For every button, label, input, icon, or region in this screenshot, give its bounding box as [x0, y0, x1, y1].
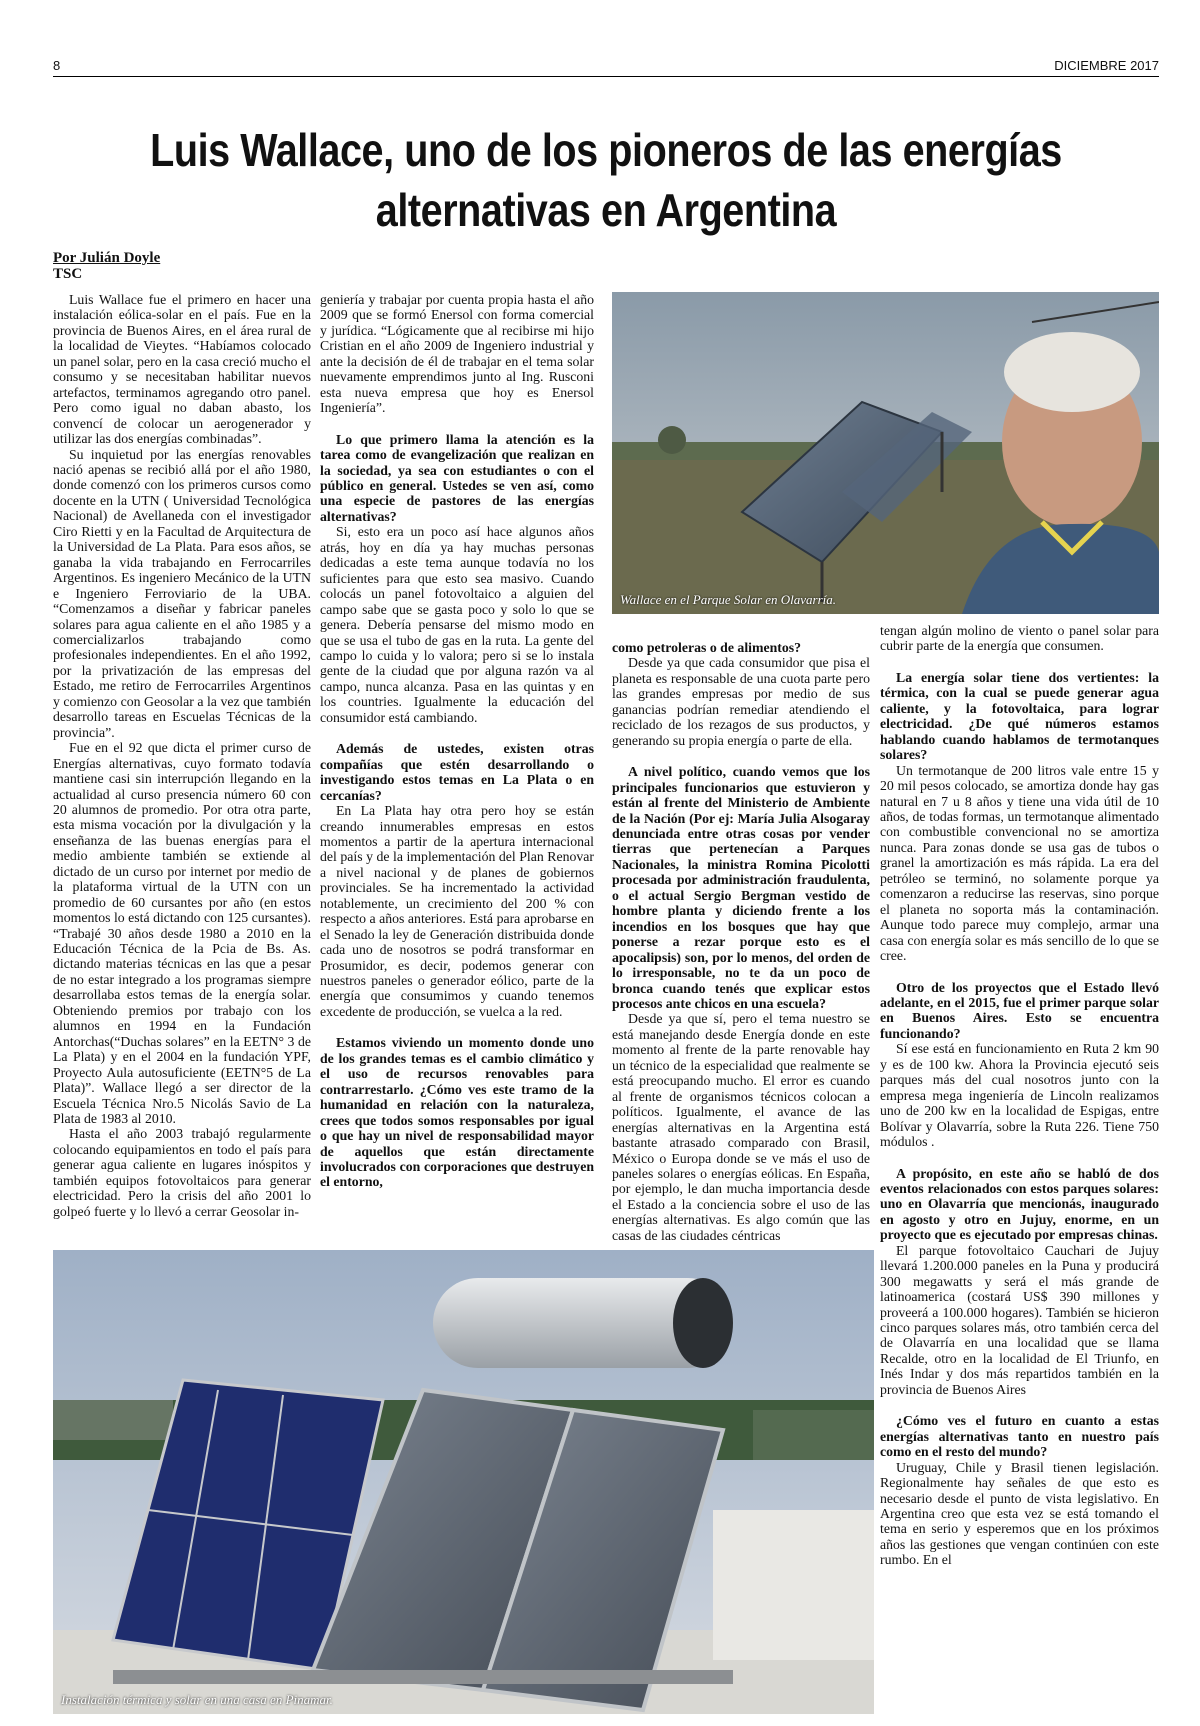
page-number: 8 [53, 58, 61, 73]
interview-question: Además de ustedes, existen otras compañías que estén desarrollando o investigando estos temas en La Plata o en cercanías? [320, 741, 594, 803]
paragraph: Desde ya que sí, pero el tema nuestro se está manejando desde Energía donde en este momento al frente de la parte renovable hay un técnico de la especialidad que realmente se está preocupando mucho. El error es cuando al frente de organismos técnicos colocan a políticos. Igualmente, el avance de las energías alternativas en la Argentina está bastante atrasado comparado con Brasil, México o Europa donde se ve más el uso de paneles solares o energías eólicas. En España, por ejemplo, le dan mucha importancia desde el Estado a la conciencia sobre el uso de las energías alternativas. Es algo común que las casas de las ciudades céntricas [612, 1011, 870, 1243]
paragraph: Su inquietud por las energías renovables nació apenas se recibió allá por el año 1980, donde comenzó con los primeros cursos como docente en la UTN ( Universidad Tecnológica Nacional) de Avellaneda con el investigador Ciro Rietti y en la Facultad de Arquitectura de la Universidad de La Plata. Para esos años, se ganaba la vida trabajando en Ferrocarriles Argentinos. Es ingeniero Mecánico de la UTN e Ingeniero Ferroviario de la UBA. “Comenzamos a diseñar y fabricar paneles solares para agua caliente en el año 1985 y a comercializarlos trabajando como profesionales independientes. En el año 1992, por la privatización de las empresas del Estado, me retiro de Ferrocarriles Argentinos y comienzo con Geosolar a la vez que también desarrollo tareas en Escuelas Técnicas de la provincia”. [53, 446, 311, 740]
interview-question: Lo que primero llama la atención es la tarea como de evangelización que realizan en la sociedad, ya sea con estudiantes o con el público en general. Ustedes se ven así, como una especie de pastores de las energías alternativas? [320, 431, 594, 524]
byline-org: TSC [53, 266, 83, 282]
article-column-4 [880, 623, 1159, 1723]
title-line-2: alternativas en Argentina [375, 184, 837, 236]
paragraph: El parque fotovoltaico Cauchari de Jujuy llevará 1.200.000 paneles en la Puna y producirá 300 megawatts y será el más grande de latinoamerica (costará US$ 390 millones y proveerá a 100.000 hogares). También se hicieron cinco parques solares más, otro también cerca del de Olavarría en una localidad que se llama Recalde, otro en la localidad de El Triunfo, en Inés Indar y dos más repartidos también en la provincia de Buenos Aires [880, 1242, 1159, 1397]
interview-question: Otro de los proyectos que el Estado llevó adelante, en el 2015, fue el primer parque solar en Buenos Aires. Esto se encuentra funcionando? [880, 979, 1159, 1041]
title-line-1: Luis Wallace, uno de los pioneros de las energías [150, 124, 1062, 176]
paragraph: tengan algún molino de viento o panel solar para cubrir parte de la energía que consumen. [880, 623, 1159, 654]
photo-caption: Wallace en el Parque Solar en Olavarría. [620, 592, 837, 607]
paragraph: Si, esto era un poco así hace algunos años atrás, hoy en día ya hay muchas personas dedicadas a este tema aunque todavía no los suficientes para que esto sea masivo. Cuando colocás un panel fotovoltaico a alguien del campo sabe que se gasta poco y solo lo que se genera. Debería pensarse del mismo modo en que se usa el tubo de gas en la ruta. La gente del campo lo cuida y lo valora; pero si se lo instala gente de la ciudad que por alguna razón va al campo, nunca alcanza. Pasa en las quintas y en los countries. Igualmente la educación del consumidor está cambiando. [320, 524, 594, 725]
interview-question: como petroleras o de alimentos? [612, 640, 802, 655]
paragraph: Fue en el 92 que dicta el primer curso de Energías alternativas, cuyo formato todavía mantiene casi sin interrupción llegando en la actualidad al curso presencia número 60 con 20 alumnos de promedio. Por otra otra parte, esta misma vocación por la divulgación y la enseñanza de las buenas energías para el medio ambiente también se extiende al dictado de un curso por internet por medio de la plataforma virtual de la UTN con un promedio de 60 cursantes por año (en estos momentos lo está dictando con 125 cursantes). “Trabajé 30 años desde 1980 a 2010 en la Educación Técnica de la Pcia de Bs. As. dictando materias técnicas en las que a pesar de no estar integrado a los programas siempre desarrollaba estos temas de la energía solar. Obteniendo premios por trabajo con los alumnos en 1994 en la Fundación Antorchas(“Duchas solares” en la EETN° 3 de La Plata) y en el 2004 en la fundación YPF, Proyecto Aula autosuficiente (EETN°5 de La Plata)”. Wallace llegó a ser director de la Escuela Técnica Nro.5 Nicolás Savio de La Plata de 1983 al 2010. [53, 740, 311, 1127]
paragraph: geniería y trabajar por cuenta propia hasta el año 2009 que se formó Enersol con forma comercial y jurídica. “Lógicamente que al recibirse mi hijo Cristian en el año 2009 de Ingeniero industrial y ante la decisión de él de trabajar en el tema solar nuevamente emprendimos junto al Ing. Rusconi esta nueva empresa que hoy es Enersol Ingeniería”. [320, 292, 594, 416]
interview-question: La energía solar tiene dos vertientes: la térmica, con la cual se puede generar agua caliente, y la fotovoltaica, para lograr electricidad. ¿De qué números estamos hablando cuando hablamos de termotanques solares? [880, 669, 1159, 763]
byline-author: Por Julián Doyle [53, 250, 161, 266]
photo-rooftop-installation [53, 1250, 874, 1714]
article-title [130, 120, 1081, 240]
photo-caption: Instalación térmica y solar en una casa en Pinamar. [61, 1692, 333, 1707]
page-header [53, 58, 1159, 76]
interview-question: ¿Cómo ves el futuro en cuanto a estas energías alternativas tanto en nuestro país como en el resto del mundo? [880, 1413, 1159, 1460]
article-column-1 [53, 292, 311, 1244]
header-rule [53, 76, 1159, 77]
interview-question: A nivel político, cuando vemos que los principales funcionarios que estuvieron y están al frente del Ministerio de Ambiente de la Nación (Por ej: María Julia Alsogaray denunciada entre otras cosas por vender tierras que pertenecían a Parques Nacionales, la ministra Romina Picolotti procesada por administración fraudulenta, o el actual Sergio Bergman vestido de hombre planta y diciendo frente a los incendios en los bosques que hay que ponerse a rezar porque esto es el apocalipsis) son, por lo menos, del orden de lo irresponsable, no te da un poco de bronca cuando tenés que explicar estos procesos ante chicos en una escuela? [612, 764, 870, 1011]
paragraph: En La Plata hay otra pero hoy se están creando innumerables empresas en estos momentos a partir de la apertura internacional del país y de la implementación del Plan Renovar a nivel nacional y de planes de gobiernos provinciales. Se ha incrementado la actividad notablemente, un crecimiento del 200 % con respecto a años anteriores. Está para aprobarse en el Senado la ley de Generación distribuida donde cada uno de nosotros se podrá transformar en Prosumidor, es decir, podemos generar con nuestros paneles o generador eólico, parte de la energía que consumimos y cuando tenemos excedente de producción, se vuelca a la red. [320, 803, 594, 1019]
paragraph: Sí ese está en funcionamiento en Ruta 2 km 90 y es de 100 kw. Ahora la Provincia ejecutó seis parques más del cual nosotros junto con la empresa mega ingeniería de Lincoln realizamos uno de 200 kw en la localidad de Espigas, entre Bolívar y Olavarría, sobre la Ruta 226. Tiene 750 módulos . [880, 1041, 1159, 1150]
interview-question: A propósito, en este año se habló de dos eventos relacionados con estos parques solares: uno en Olavarría que mencionás, inaugurado en agosto y otro en Jujuy, enorme, en un proyecto que es ejecutado por empresas chinas. [880, 1165, 1159, 1243]
paragraph: Un termotanque de 200 litros vale entre 15 y 20 mil pesos colocado, se amortiza donde hay gas natural en 7 u 8 años y tiene una vida útil de 10 años, de todas formas, un termotanque alimentado con combustible convencional no se amortiza nunca. Para zonas donde se usa gas de tubos o granel la amortización es más rápida. La era del petróleo se terminó, no solamente porque ya comenzaron a reducirse las reservas, sino porque el planeta no soporta más la contaminación. Aunque todo parece muy complejo, armar una casa con energía solar es más sencillo de lo que se cree. [880, 762, 1159, 964]
rooftop-installation-image [53, 1250, 874, 1714]
issue-date: DICIEMBRE 2017 [1054, 58, 1159, 73]
paragraph: Desde ya que cada consumidor que pisa el planeta es responsable de una cuota parte pero las grandes empresas por medio de sus ganancias podrían remediar atendiendo el reciclado de los rezagos de sus productos, y generando su propia energía o parte de ella. [612, 655, 870, 748]
interview-question: Estamos viviendo un momento donde uno de los grandes temas es el cambio climático y el uso de recursos renovables para contrarrestarlo. ¿Cómo ves este tramo de la humanidad en relación con la naturaleza, crees que todos somos responsables por igual o que hay un nivel de responsabilidad mayor de aquellos que están directamente involucrados con corporaciones que destruyen el entorno, [320, 1035, 594, 1190]
article-column-2 [320, 292, 594, 1244]
byline [53, 250, 160, 282]
photo-wallace-solar-park [612, 292, 1159, 614]
article-column-3 [612, 640, 870, 1244]
paragraph: Luis Wallace fue el primero en hacer una instalación eólica-solar en el país. Fue en la provincia de Buenos Aires, en el área rural de la localidad de Vieytes. “Habíamos colocado un panel solar, pero en la casa creció mucho el consumo y se necesitaban habilitar nuevos artefactos, terminamos agregando otro panel. Pero como igual no daban abasto, los convencí de colocar un aerogenerador y utilizar las dos energías combinadas”. [53, 292, 311, 447]
paragraph: Hasta el año 2003 trabajó regularmente colocando equipamientos en todo el país para generar agua caliente en lugares inóspitos y también equipos fotovoltaicos para generar electricidad. Pero la crisis del año 2001 lo golpeó fuerte y lo llevó a cerrar Geosolar in- [53, 1126, 311, 1219]
paragraph: Uruguay, Chile y Brasil tienen legislación. Regionalmente hay señales de que esto es necesario desde el punto de vista legislativo. En Argentina creo que esta vez se está tomando el tema en serio y esperemos que en los próximos años las gestiones que vengan continúen con este rumbo. En el [880, 1459, 1159, 1568]
solar-park-image [612, 292, 1159, 614]
